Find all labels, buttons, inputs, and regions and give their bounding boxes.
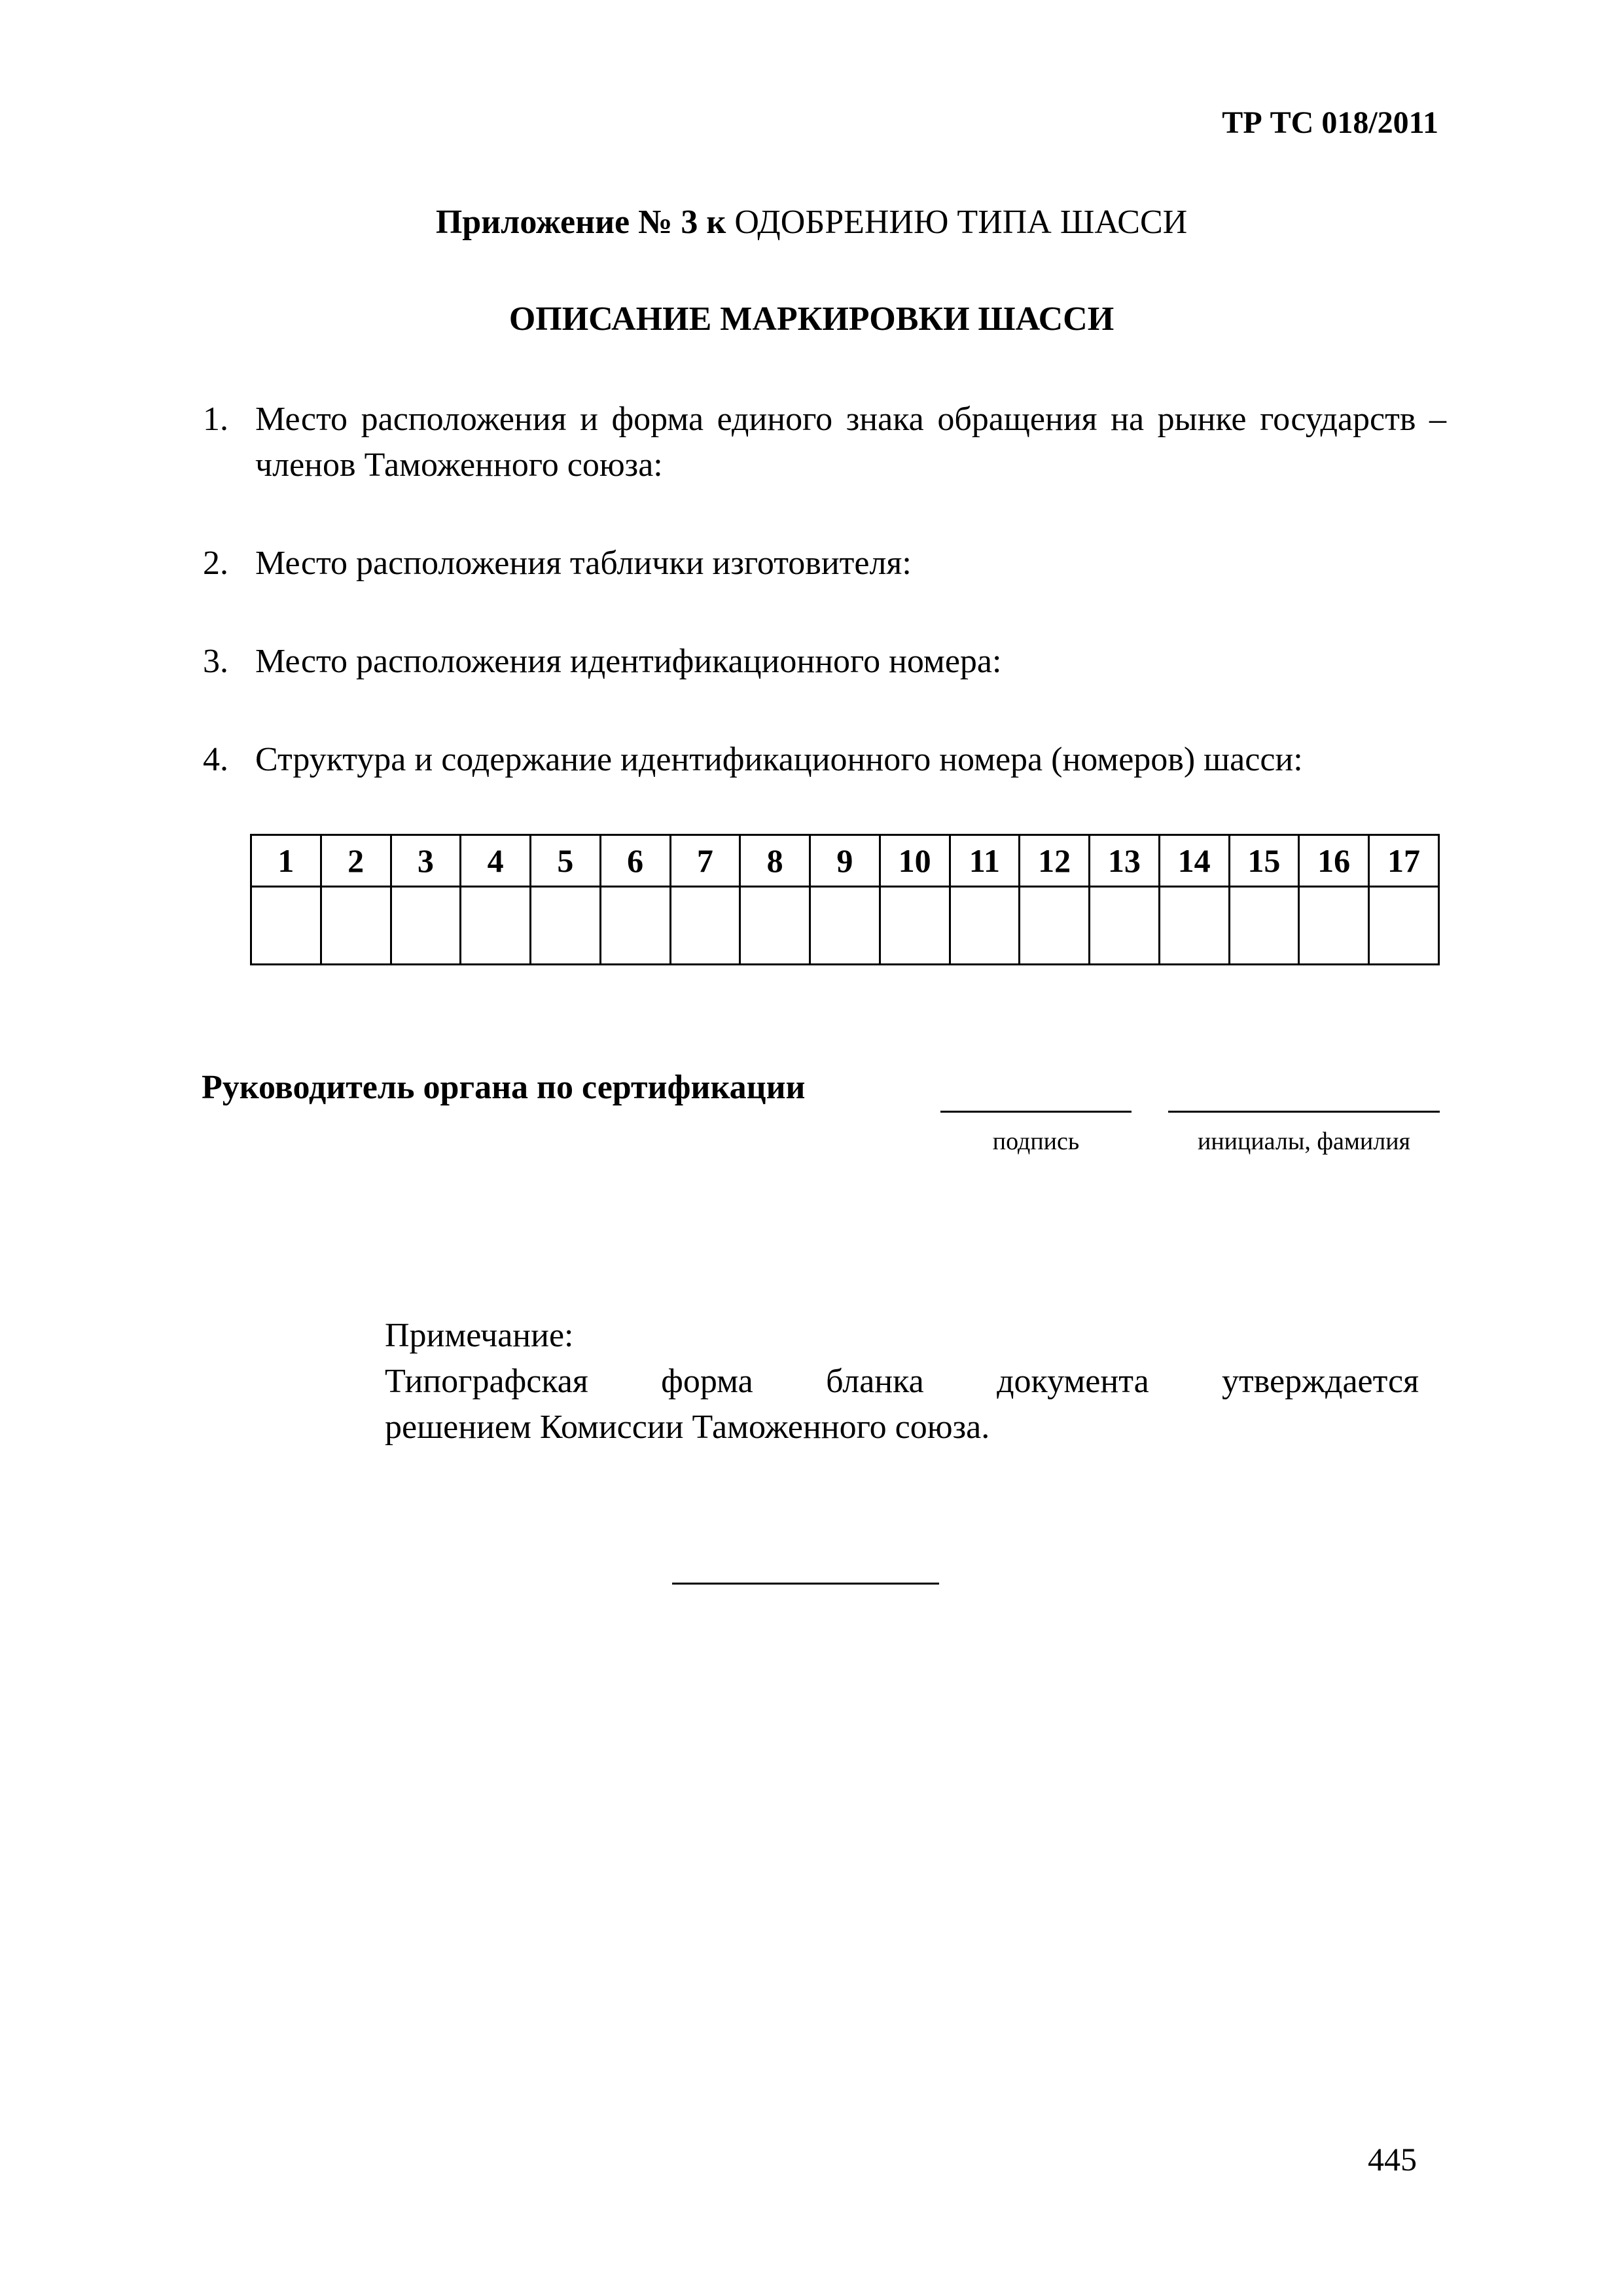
list-item-number: 3. [203,643,228,680]
appendix-subject: ОДОБРЕНИЮ ТИПА ШАССИ [734,204,1188,241]
signature-caption: подпись [992,1128,1080,1155]
name-line[interactable] [1168,1111,1440,1113]
list-item-number: 2. [203,545,228,582]
separator-line [672,1583,939,1585]
vin-position-header: 9 [810,835,880,887]
list-item-text: Структура и содержание идентификационного номера (номеров) шасси: [255,741,1303,778]
vin-position-header: 15 [1229,835,1299,887]
list-item [203,397,1446,488]
vin-value-cell[interactable] [461,887,531,965]
signer-role: Руководитель органа по сертификации [202,1069,806,1106]
vin-position-header: 2 [321,835,391,887]
vin-position-header: 17 [1369,835,1439,887]
vin-position-header: 10 [880,835,950,887]
vin-value-cell[interactable] [810,887,880,965]
vin-position-header: 5 [531,835,601,887]
vin-value-cell[interactable] [1369,887,1439,965]
vin-value-cell[interactable] [1159,887,1229,965]
vin-position-header: 4 [461,835,531,887]
vin-value-cell[interactable] [321,887,391,965]
vin-value-cell[interactable] [391,887,461,965]
vin-position-header: 13 [1090,835,1160,887]
vin-header-row [251,835,1439,887]
vin-value-cell[interactable] [670,887,740,965]
list-item-number: 4. [203,741,228,778]
vin-structure-table [250,834,1440,965]
appendix-label: Приложение № 3 к [435,204,726,241]
vin-value-cell[interactable] [1020,887,1090,965]
name-caption: инициалы, фамилия [1197,1128,1411,1155]
list-item-text: Место расположения и форма единого знака обращения на рынке государств – членов Таможенного союза: [255,401,1446,484]
vin-value-cell[interactable] [1090,887,1160,965]
note-block [385,1313,1419,1450]
page-number: 445 [1368,2141,1417,2178]
document-code: ТР ТС 018/2011 [1222,105,1438,140]
vin-position-header: 11 [950,835,1020,887]
vin-value-cell[interactable] [531,887,601,965]
vin-position-header: 14 [1159,835,1229,887]
list-item [203,639,1446,685]
vin-position-header: 12 [1020,835,1090,887]
vin-value-cell[interactable] [880,887,950,965]
list-item-text: Место расположения таблички изготовителя: [255,545,912,582]
section-title: ОПИСАНИЕ МАРКИРОВКИ ШАССИ [508,300,1115,338]
note-line-2: решением Комиссии Таможенного союза. [385,1408,990,1446]
vin-position-header: 3 [391,835,461,887]
list-item [203,541,1446,586]
vin-value-cell[interactable] [950,887,1020,965]
appendix-title [0,203,1623,242]
vin-position-header: 6 [600,835,670,887]
list-item [203,737,1446,783]
vin-position-header: 8 [740,835,810,887]
vin-value-cell[interactable] [600,887,670,965]
vin-value-cell[interactable] [1229,887,1299,965]
list-item-number: 1. [203,401,228,438]
list-item-text: Место расположения идентификационного номера: [255,643,1002,680]
vin-position-header: 16 [1299,835,1369,887]
vin-value-row [251,887,1439,965]
vin-position-header: 1 [251,835,321,887]
vin-position-header: 7 [670,835,740,887]
note-line-1: Типографская форма бланка документа утверждается [385,1363,1419,1400]
vin-value-cell[interactable] [251,887,321,965]
note-label: Примечание: [385,1317,574,1354]
vin-value-cell[interactable] [1299,887,1369,965]
vin-value-cell[interactable] [740,887,810,965]
signature-line[interactable] [940,1111,1132,1113]
